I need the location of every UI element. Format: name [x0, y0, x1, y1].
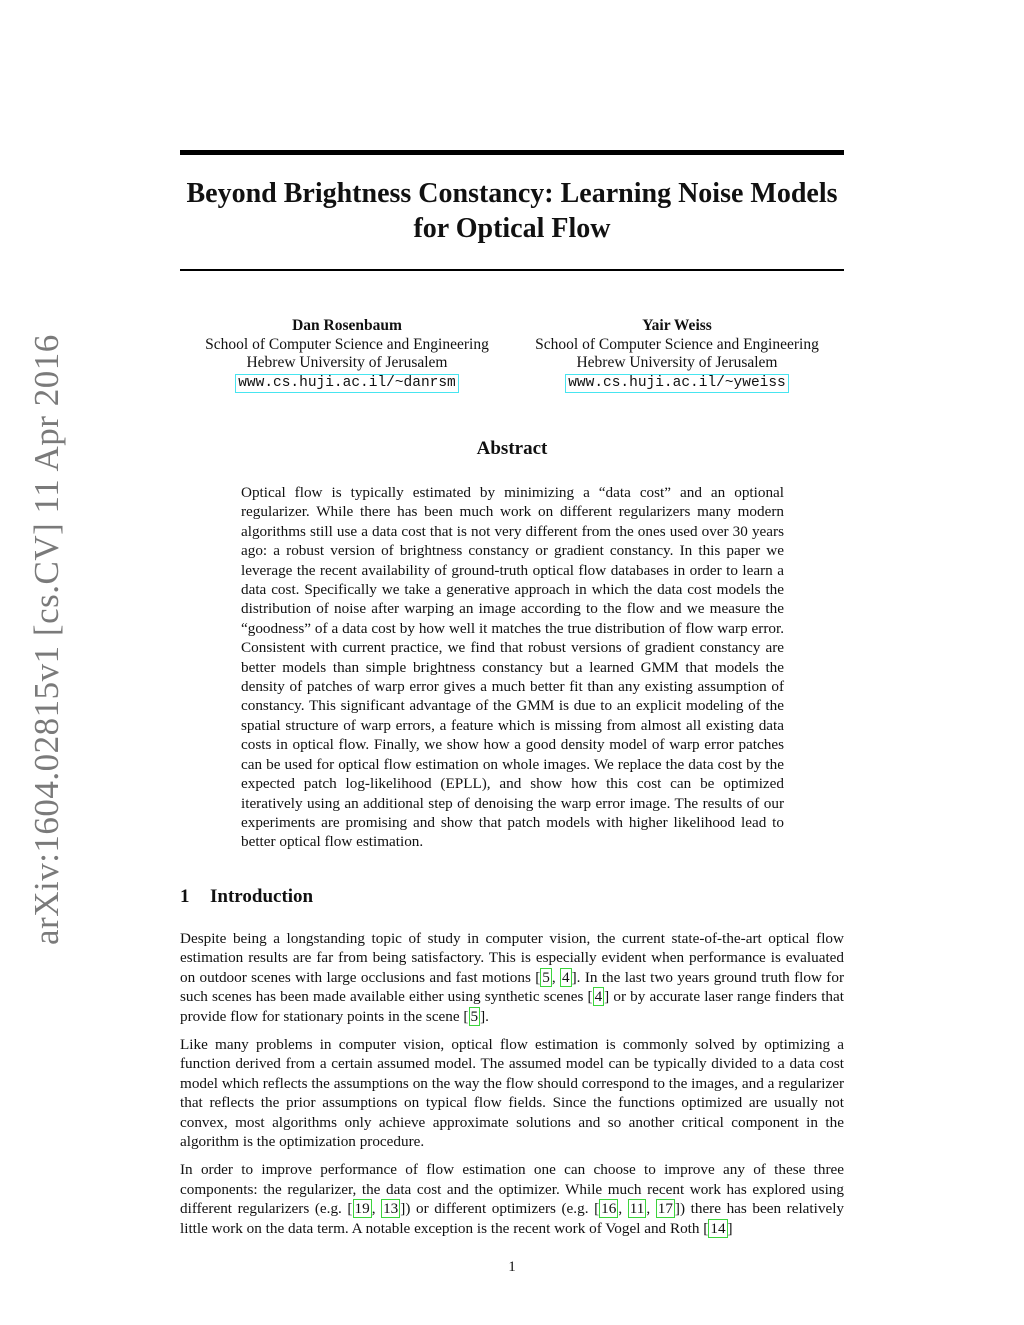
title-top-rule: [180, 150, 844, 155]
author-name: Dan Rosenbaum: [292, 317, 402, 334]
author-block-2: [512, 317, 842, 393]
section-number: 1: [180, 886, 190, 907]
abstract-heading: Abstract: [476, 438, 548, 459]
intro-paragraph-1: Despite being a longstanding topic of study in computer vision, the current state-of-the-art optical flow estimation results are far from being satisfactory. This is especially evident when performance is evaluated on outdoor scenes with large occlusions and fast motions [ 5 , 4 ]. In the last two years ground truth flow for such scenes has been made available either using synthetic scenes [ 4 ] or by accurate laser range finders that provide flow for stationary points in the scene [ 5 ].: [180, 930, 845, 1025]
citation-link[interactable]: 5: [542, 968, 550, 986]
abstract-text: Optical flow is typically estimated by minimizing a “data cost” and an optional regularizer. While there has been much work on different regularizers many modern algorithms still use a data cost that is not very different from the ones used over 30 years ago: a robust version of brightness constancy or gradient constancy. In this paper we leverage the recent availability of ground-truth optical flow databases in order to learn a data cost. Specifically we take a generative approach in which the data cost models the distribution of noise after warping an image according to the flow and we measure the “goodness” of a data cost by how well it matches the true distribution of flow warp error. Consistent with current practice, we find that robust versions of gradient constancy are better models than simple brightness constancy but a learned GMM that models the density of patches of warp error gives a much better fit than any existing assumption of constancy. This significant advantage of the GMM is due to an explicit modeling of the spatial structure of warp errors, a feature which is missing from almost all existing data costs in optical flow. Finally, we show how a good density model of warp error patches can be used for optical flow estimation on whole images. We replace the data cost by the expected patch log-likelihood (EPLL), and show how this cost can be optimized iteratively using an additional step of denoising the warp error image. The results of our experiments are promising and show that patch models with higher likelihood lead to better optical flow estimation.: [241, 484, 784, 851]
author-institution: Hebrew University of Jerusalem: [246, 354, 448, 371]
introduction-body: [180, 929, 844, 1247]
author-homepage-link[interactable]: www.cs.huji.ac.il/~danrsm: [235, 374, 459, 393]
citation-link[interactable]: 4: [594, 988, 603, 1006]
author-block-1: [182, 317, 512, 393]
citation-link[interactable]: 5: [470, 1007, 479, 1025]
citation-link[interactable]: 17: [657, 1200, 673, 1218]
citation-link[interactable]: 19: [354, 1200, 370, 1218]
page-number: 1: [508, 1259, 516, 1275]
citation-link[interactable]: 14: [710, 1219, 726, 1237]
author-institution: Hebrew University of Jerusalem: [576, 354, 778, 371]
section-heading-introduction: [180, 885, 844, 909]
arxiv-identifier-stamp: arXiv:1604.02815v1 [cs.CV] 11 Apr 2016: [27, 334, 66, 945]
author-homepage-link[interactable]: www.cs.huji.ac.il/~yweiss: [565, 374, 789, 393]
author-affiliation: School of Computer Science and Engineering: [205, 335, 489, 353]
intro-paragraph-2: Like many problems in computer vision, optical flow estimation is commonly solved by optimizing a function derived from a certain assumed model. The assumed model can be typically divided to a data cost model which reflects the assumptions on the way the flow should correspond to the images, and a regularizer that reflects the prior assumptions on typical flow fields. Since the functions optimized are usually not convex, most algorithms only achieve approximate solutions and so another critical component in the algorithm is the optimization procedure.: [180, 1036, 844, 1151]
author-name: Yair Weiss: [642, 317, 712, 334]
paper-title: Beyond Brightness Constancy: Learning Noise Models for Optical Flow: [186, 178, 838, 244]
title-bottom-rule: [180, 269, 844, 271]
citation-link[interactable]: 16: [601, 1200, 617, 1218]
citation-link[interactable]: 11: [629, 1200, 645, 1218]
citation-link[interactable]: 13: [383, 1200, 399, 1218]
author-affiliation: School of Computer Science and Engineering: [535, 335, 819, 353]
citation-link[interactable]: 4: [562, 968, 570, 986]
section-title: Introduction: [210, 886, 314, 907]
intro-paragraph-3: In order to improve performance of flow estimation one can choose to improve any of these three components: the regularizer, the data cost and the optimizer. While much recent work has explored using different regularizers (e.g. [ 19 , 13 ]) or different optimizers (e.g. [ 16 , 11 , 17 ]) there has been relatively little work on the data term. A notable exception is the recent work of Vogel and Roth [ 14 ]: [180, 1161, 845, 1237]
